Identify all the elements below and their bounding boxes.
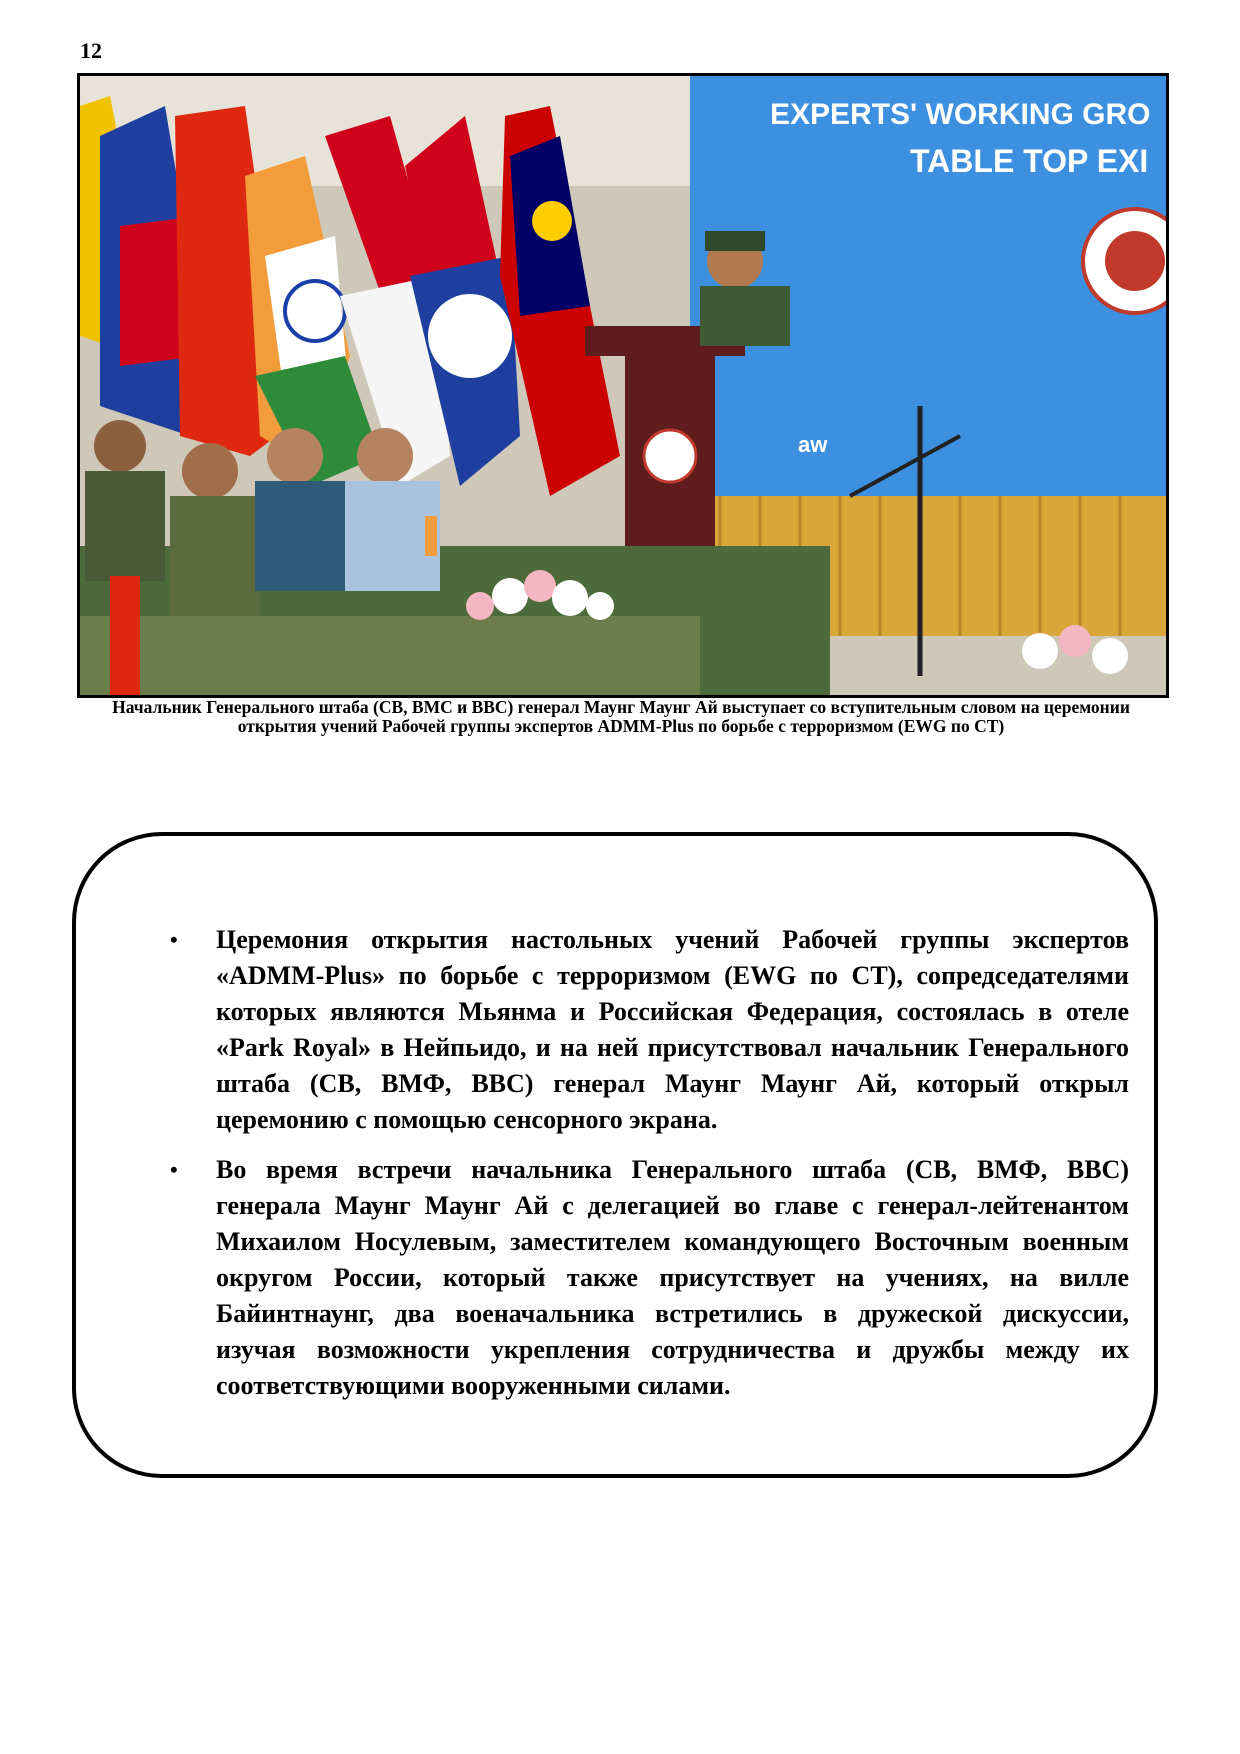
podium-emblem <box>644 430 696 482</box>
desk-flag-india <box>425 516 437 556</box>
bullet-item <box>146 922 1129 1138</box>
exercise-emblem-center <box>1105 231 1165 291</box>
ceremony-photo <box>77 73 1169 698</box>
info-box <box>72 832 1158 1478</box>
desk-flag-china <box>110 576 140 695</box>
speaker-cap <box>705 231 765 251</box>
photo-caption: Начальник Генерального штаба (СВ, ВМС и ВВС) генерал Маунг Маунг Ай выступает со вступительным словом на церемонии открытия учений Рабочей группы экспертов ADMM-Plus по борьбе с терроризмом (EWG по CT) <box>112 697 1130 736</box>
flag-malaysia-sun <box>532 201 572 241</box>
banner-title-line2: TABLE TOP EXI <box>910 143 1149 179</box>
banner-title-line1: EXPERTS' WORKING GRO <box>770 98 1151 131</box>
bullet-text: Во время встречи начальника Генерального штаба (СВ, ВМФ, ВВС) генерала Маунг Маунг Ай с делегацией во главе с генерал-лейтенантом Михаилом Носулевым, заместителем командующего Восточным военным округом России, который также присутствует на учениях, на вилле Байинтнаунг, два военачальника встретились в дружеской дискуссии, изучая возможности укрепления сотрудничества и дружбы между их соответствующими вооруженными силами. <box>216 1155 1129 1400</box>
bullet-icon: • <box>170 927 178 952</box>
speaker-uniform <box>700 286 790 346</box>
bullet-icon: • <box>170 1157 178 1182</box>
bullet-list <box>146 922 1129 1418</box>
page-number: 12 <box>80 38 102 63</box>
bullet-item <box>146 1152 1129 1404</box>
ceremony-photo-illustration <box>80 76 1166 695</box>
flag-laos-disc <box>428 294 512 378</box>
bullet-text: Церемония открытия настольных учений Рабочей группы экспертов «ADMM-Plus» по борьбе с терроризмом (EWG по CT), сопредседателями которых являются Мьянма и Российская Федерация, состоялась в отеле «Park Royal» в Нейпьидо, и на ней присутствовал начальник Генерального штаба (СВ, ВМФ, ВВС) генерал Маунг Маунг Ай, который открыл церемонию с помощью сенсорного экрана. <box>216 925 1129 1134</box>
table-cloth <box>80 616 700 695</box>
banner-fragment-text: aw <box>798 432 828 457</box>
